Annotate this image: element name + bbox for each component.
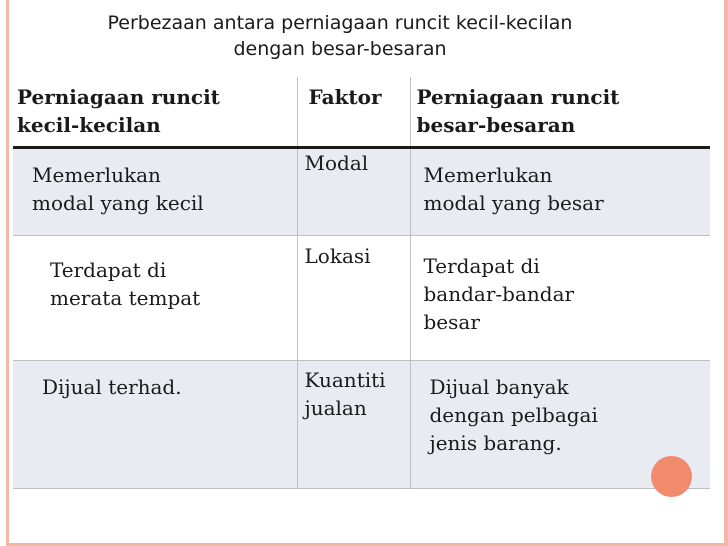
cell-text: modal yang besar: [423, 190, 604, 215]
header-small-line-1: Perniagaan runcit: [17, 85, 220, 109]
cell-text: Lokasi: [304, 243, 371, 268]
header-factor-label: Faktor: [308, 85, 382, 109]
table-row: [13, 235, 710, 360]
cell-large: [410, 147, 710, 235]
table-header-row: [13, 77, 710, 147]
cell-small: [13, 360, 297, 488]
cell-text: merata tempat: [50, 285, 201, 310]
slide-frame-left: [6, 0, 9, 546]
header-factor: [297, 77, 410, 147]
cell-text: jenis barang.: [429, 430, 562, 455]
cell-text: Dijual terhad.: [42, 374, 182, 399]
header-large-retail: [410, 77, 710, 147]
cell-factor: [297, 147, 410, 235]
header-large-line-2: besar-besaran: [416, 113, 576, 137]
cell-text: dengan pelbagai: [429, 402, 598, 427]
slide-title: [40, 10, 640, 62]
cell-text: besar: [423, 309, 480, 334]
decorative-circle-icon: [651, 456, 692, 497]
cell-text: jualan: [304, 395, 367, 420]
cell-text: Modal: [304, 150, 369, 175]
cell-factor: [297, 360, 410, 488]
cell-text: Dijual banyak: [429, 374, 569, 399]
cell-text: Terdapat di: [423, 253, 540, 278]
cell-small: [13, 235, 297, 360]
cell-large: [410, 235, 710, 360]
header-small-line-2: kecil-kecilan: [17, 113, 161, 137]
table-row: [13, 360, 710, 488]
slide-title-line-2: dengan besar-besaran: [233, 38, 447, 60]
comparison-table: [13, 77, 710, 489]
slide-title-line-1: Perbezaan antara perniagaan runcit kecil-kecilan: [107, 12, 573, 34]
table-row: [13, 147, 710, 235]
cell-text: Kuantiti: [304, 367, 386, 392]
cell-text: modal yang kecil: [32, 190, 204, 215]
cell-small: [13, 147, 297, 235]
cell-text: bandar-bandar: [423, 281, 575, 306]
slide-frame-right: [724, 0, 728, 546]
cell-text: Memerlukan: [32, 162, 161, 187]
cell-text: Terdapat di: [50, 257, 167, 282]
header-large-line-1: Perniagaan runcit: [416, 85, 620, 109]
header-small-retail: [13, 77, 297, 147]
cell-text: Memerlukan: [423, 162, 553, 187]
cell-factor: [297, 235, 410, 360]
